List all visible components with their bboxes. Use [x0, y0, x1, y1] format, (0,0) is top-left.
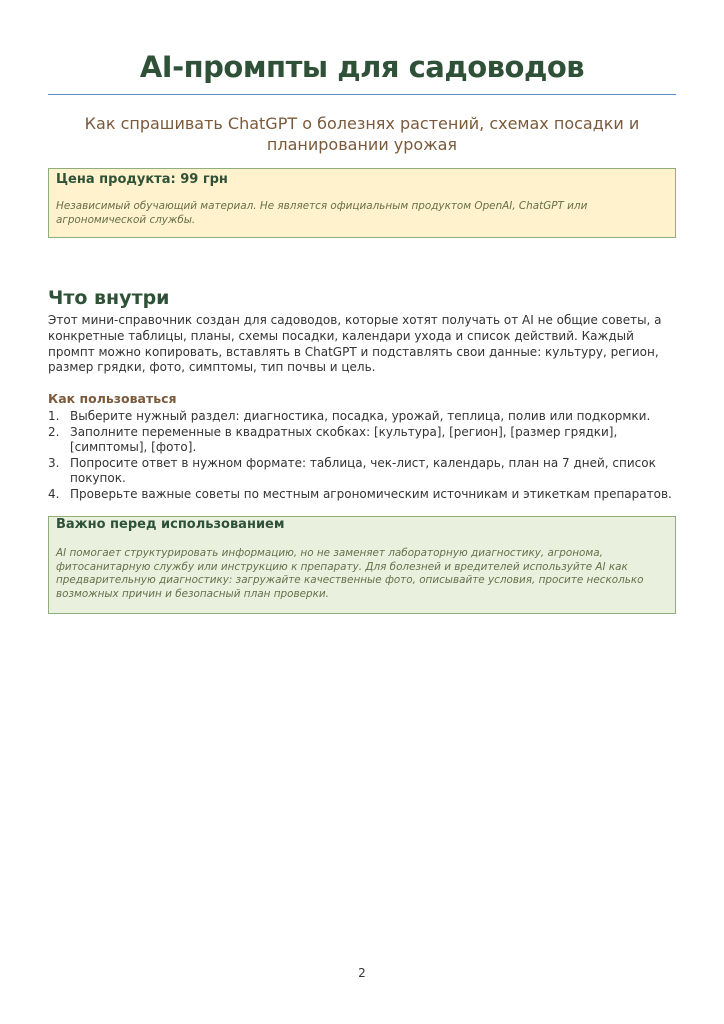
page-title: AI-промпты для садоводов — [139, 50, 585, 84]
list-item-text: Проверьте важные советы по местным агрономическим источникам и этикеткам препаратов. — [70, 486, 672, 501]
price-title: Цена продукта: 99 грн — [56, 172, 228, 187]
list-item-text: Заполните переменные в квадратных скобках: [культура], [регион], [размер грядки], [симптомы], [фото]. — [70, 424, 618, 455]
list-item-number: 4. — [48, 486, 60, 501]
list-item-number: 1. — [48, 409, 60, 423]
warning-box — [48, 516, 676, 614]
list-item — [48, 409, 678, 425]
title-divider — [48, 94, 676, 95]
list-item — [48, 456, 678, 487]
price-disclaimer: Независимый обучающий материал. Не является официальным продуктом OpenAI, ChatGPT или агрономической службы. — [56, 200, 588, 226]
section-heading-how-to: Как пользоваться — [48, 391, 177, 406]
section-text-inside: Этот мини-справочник создан для садоводов, которые хотят получать от AI не общие советы, а конкретные таблицы, планы, схемы посадки, календари ухода и список действий. Каждый промпт можно копировать, вставлять в ChatGPT и подставлять свои данные: культуру, регион, размер грядки, фото, симптомы, тип почвы и цель. — [48, 313, 662, 375]
warning-title: Важно перед использованием — [56, 517, 285, 532]
warning-text: AI помогает структурировать информацию, но не заменяет лабораторную диагностику, агронома, фитосанитарную службу или инструкцию к препарату. Для болезней и вредителей используйте AI как предварительную диагностику: загружайте качественные фото, описывайте условия, просите несколько возможных причин и безопасный план проверки. — [56, 547, 644, 600]
list-item — [48, 487, 678, 503]
page-number: 2 — [358, 966, 366, 980]
list-item-text: Выберите нужный раздел: диагностика, посадка, урожай, теплица, полив или подкормки. — [70, 409, 651, 423]
subtitle: Как спрашивать ChatGPT о болезнях растений, схемах посадки и планировании урожая — [84, 114, 640, 154]
list-item-text: Попросите ответ в нужном формате: таблица, чек-лист, календарь, план на 7 дней, список покупок. — [70, 455, 656, 486]
list-item-number: 3. — [48, 455, 60, 470]
list-item-number: 2. — [48, 424, 60, 439]
steps-list — [48, 409, 678, 503]
section-heading-inside: Что внутри — [48, 287, 170, 309]
price-box — [48, 168, 676, 238]
list-item — [48, 425, 678, 456]
